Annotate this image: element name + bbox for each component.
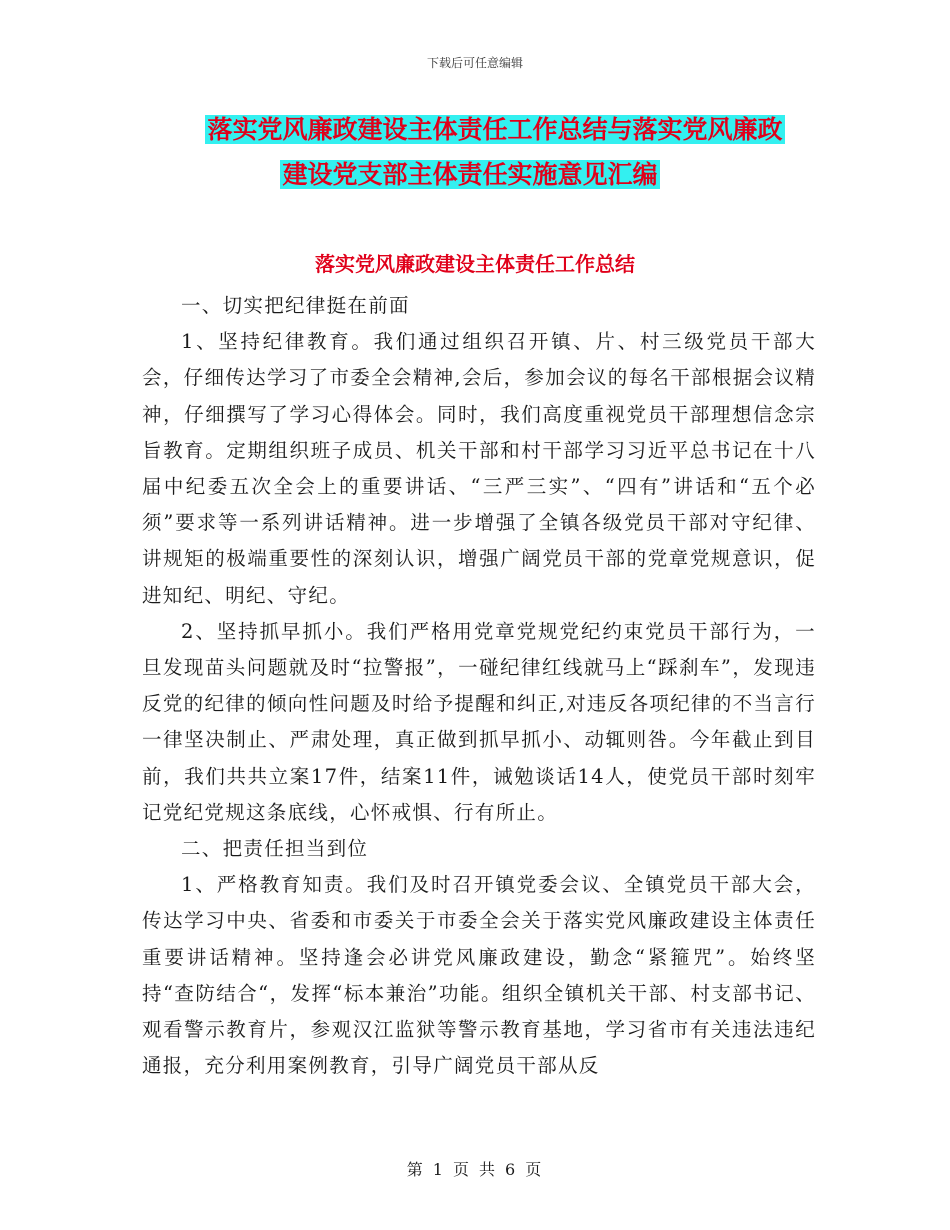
paragraph-discipline-education: 1、坚持纪律教育。我们通过组织召开镇、片、村三级党员干部大会，仔细传达学习了市委全会精神,会后，参加会议的每名干部根据会议精神，仔细撰写了学习心得体会。同时，我们高度重视党员干部理想信念宗旨教育。定期组织班子成员、机关干部和村干部学习习近平总书记在十八届中纪委五次全会上的重要讲话、“三严三实”、“四有”讲话和“五个必须”要求等一系列讲话精神。进一步增强了全镇各级党员干部对守纪律、讲规矩的极端重要性的深刻认识，增强广阔党员干部的党章党规意识，促进知纪、明纪、守纪。 <box>142 330 816 607</box>
footer-total-number: 6 <box>505 1160 518 1179</box>
footer-page-label: 第 <box>406 1160 425 1179</box>
heading-1: 一、切实把纪律挺在前面 <box>181 294 410 317</box>
main-title-line-1-text: 落实党风廉政建设主体责任工作总结与落实党风廉政 <box>207 115 783 144</box>
footer-page-number: 1 <box>432 1160 445 1179</box>
footer-total-unit: 页 <box>525 1160 544 1179</box>
paragraph-early-intervention: 2、坚持抓早抓小。我们严格用党章党规党纪约束党员干部行为，一旦发现苗头问题就及时“拉警报”，一碰纪律红线就马上“踩刹车”，发现违反党的纪律的倾向性问题及时给予提醒和纠正,对违反各项纪律的不当言行一律坚决制止、严肃处理，真正做到抓早抓小、动辄则咎。今年截止到目前，我们共共立案17件，结案11件，诫勉谈话14人，使党员干部时刻牢记党纪党规这条底线，心怀戒惧、行有所止。 <box>142 619 816 824</box>
section-title: 落实党风廉政建设主体责任工作总结 <box>315 252 635 276</box>
main-title-line-2 <box>0 157 950 193</box>
footer-total-label: 共 <box>479 1160 498 1179</box>
heading-2: 二、把责任担当到位 <box>181 837 369 861</box>
paragraph-responsibility-education: 1、严格教育知责。我们及时召开镇党委会议、全镇党员干部大会，传达学习中央、省委和市委关于市委全会关于落实党风廉政建设主体责任重要讲话精神。坚持逢会必讲党风廉政建设，勤念“紧箍咒”。始终坚持“查防结合“，发挥“标本兼治”功能。组织全镇机关干部、村支部书记、观看警示教育片，参观汉江监狱等警示教育基地，学习省市有关违法违纪通报，充分利用案例教育，引导广阔党员干部从反 <box>142 873 816 1078</box>
footer-page-unit: 页 <box>452 1160 471 1179</box>
page-footer <box>0 1157 950 1180</box>
main-title-line-2-text: 建设党支部主体责任实施意见汇编 <box>282 160 658 189</box>
main-title-line-1 <box>0 112 950 148</box>
document-body <box>142 288 816 1084</box>
header-note: 下载后可任意编辑 <box>426 56 523 70</box>
